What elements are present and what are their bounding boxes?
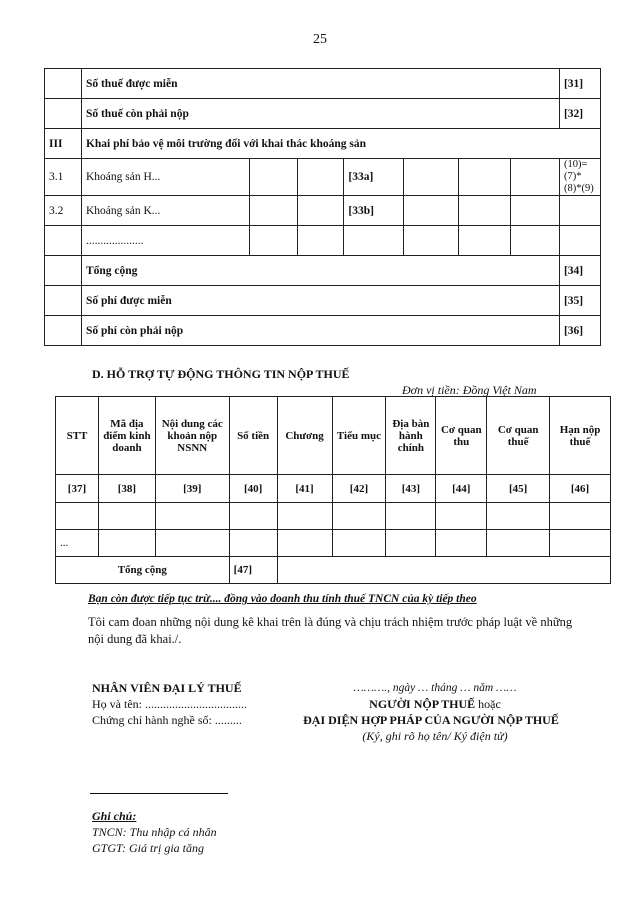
col-header: Hạn nộp thuế	[550, 397, 611, 475]
date-line: ………., ngày … tháng … năm ……	[353, 682, 517, 694]
code-cell: [43]	[386, 475, 436, 503]
agent-title: NHÂN VIÊN ĐẠI LÝ THUẾ	[92, 681, 242, 695]
code-cell: [37]	[56, 475, 99, 503]
row-code: [32]	[559, 99, 600, 129]
table-row	[56, 530, 611, 557]
table-row	[45, 196, 601, 226]
section-d-title: D. HỖ TRỢ TỰ ĐỘNG THÔNG TIN NỘP THUẾ	[92, 367, 350, 381]
table-row	[45, 129, 601, 159]
row-label: Tổng cộng	[81, 256, 559, 286]
footnote-divider	[90, 793, 228, 794]
table-row	[45, 159, 601, 196]
row-code: [33b]	[344, 196, 404, 226]
carryover-note: Bạn còn được tiếp tục trừ.... đồng vào doanh thu tính thuế TNCN của kỳ tiếp theo	[88, 593, 477, 605]
currency-unit: Đơn vị tiền: Đồng Việt Nam	[402, 383, 537, 397]
row-label: Khoáng sản H...	[81, 159, 249, 196]
col-header: Địa bàn hành chính	[386, 397, 436, 475]
stt-cell	[45, 286, 82, 316]
row-label: ....................	[81, 226, 249, 256]
taxpayer-title: NGƯỜI NỘP THUẾ	[369, 697, 476, 711]
footnote-item: TNCN: Thu nhập cá nhân	[92, 825, 217, 839]
code-cell: [45]	[487, 475, 550, 503]
agent-name: Họ và tên: ..................................	[92, 697, 247, 711]
stt-cell	[45, 226, 82, 256]
section-title: Khai phí bảo vệ môi trường đối với khai thác khoáng sản	[81, 129, 600, 159]
commitment-text: Tôi cam đoan những nội dung kê khai trên là đúng và chịu trách nhiệm trước pháp luật về những nội dung đã khai./.	[88, 615, 573, 646]
stt-cell	[45, 316, 82, 346]
table-row	[45, 256, 601, 286]
stt-cell	[45, 69, 82, 99]
row-label: Số thuế được miễn	[81, 69, 559, 99]
code-cell: [41]	[277, 475, 332, 503]
taxpayer-heading	[330, 697, 540, 712]
row-label: Số phí còn phải nộp	[81, 316, 559, 346]
code-cell: [46]	[550, 475, 611, 503]
stt-cell: 3.1	[45, 159, 82, 196]
table-row	[45, 286, 601, 316]
formula-cell: (10)=(7)*(8)*(9)	[559, 159, 600, 196]
total-label: Tổng cộng	[56, 557, 230, 584]
page-number: 25	[313, 32, 327, 47]
footnote-title: Ghi chú:	[92, 809, 137, 823]
row-label: Số phí được miễn	[81, 286, 559, 316]
formula-cell	[559, 196, 600, 226]
col-header: Cơ quan thuế	[487, 397, 550, 475]
row-label: Số thuế còn phải nộp	[81, 99, 559, 129]
row-label: Khoáng sản K...	[81, 196, 249, 226]
stt-cell	[45, 99, 82, 129]
col-header: Nội dung các khoản nộp NSNN	[155, 397, 229, 475]
stt-cell: 3.2	[45, 196, 82, 226]
col-header: STT	[56, 397, 99, 475]
stt-cell: III	[45, 129, 82, 159]
col-header: Mã địa điểm kinh doanh	[98, 397, 155, 475]
row-code: [33a]	[344, 159, 404, 196]
footnote-item: GTGT: Giá trị gia tăng	[92, 841, 205, 855]
col-header: Số tiền	[229, 397, 277, 475]
table-row	[45, 69, 601, 99]
taxpayer-or: hoặc	[478, 697, 501, 711]
ellipsis-cell: ...	[56, 530, 99, 557]
code-cell: [44]	[436, 475, 487, 503]
row-code: [31]	[559, 69, 600, 99]
code-cell: [39]	[155, 475, 229, 503]
code-cell: [40]	[229, 475, 277, 503]
agent-certificate: Chứng chỉ hành nghề số: .........	[92, 713, 242, 727]
total-code: [47]	[229, 557, 277, 584]
total-row	[56, 557, 611, 584]
fee-declaration-table	[44, 68, 601, 346]
row-code: [35]	[559, 286, 600, 316]
code-cell: [42]	[332, 475, 386, 503]
table-row	[45, 316, 601, 346]
header-row	[56, 397, 611, 475]
stt-cell	[45, 256, 82, 286]
code-cell: [38]	[98, 475, 155, 503]
row-code: [34]	[559, 256, 600, 286]
tax-payment-info-table	[55, 396, 611, 584]
col-header: Cơ quan thu	[436, 397, 487, 475]
table-row	[45, 99, 601, 129]
col-header: Chương	[277, 397, 332, 475]
table-row	[45, 226, 601, 256]
col-header: Tiểu mục	[332, 397, 386, 475]
code-row	[56, 475, 611, 503]
legal-representative: ĐẠI DIỆN HỢP PHÁP CỦA NGƯỜI NỘP THUẾ	[303, 713, 559, 727]
sign-instruction: (Ký, ghi rõ họ tên/ Ký điện tử)	[362, 729, 508, 743]
table-row	[56, 503, 611, 530]
row-code: [36]	[559, 316, 600, 346]
